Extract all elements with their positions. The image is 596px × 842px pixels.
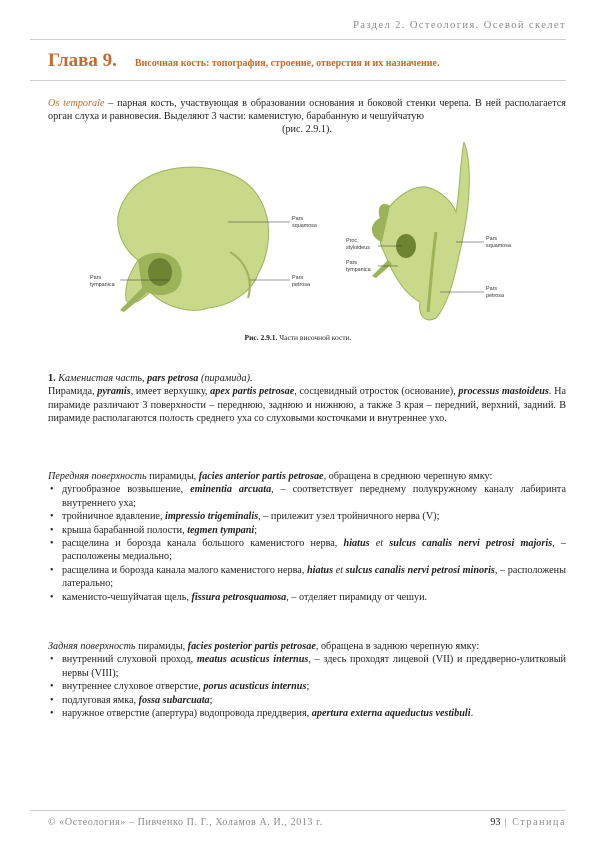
medial-view-bone [346,142,511,320]
intro-term: Os temporale [48,98,105,109]
label-pars-petrosa-right: Pars petrosa [486,286,504,299]
styloid-process-right [372,260,392,278]
list-item: • расщелина и борозда канала большого каменистого нерва, hiatus et sulcus canalis nervi petrosi majoris, – расположены медиально; [48,537,566,564]
list-item: • дугообразное возвышение, eminentia arcuata, – соответствует переднему полукружному каналу лабиринта внутреннего уха; [48,483,566,510]
anterior-list [48,483,566,604]
temporal-bone-illustration [80,142,516,324]
list-item: • крыша барабанной полости, tegmen tympani; [48,524,566,537]
lateral-view-bone [90,167,317,312]
intro-paragraph [48,97,566,136]
section-anterior-surface [48,470,566,604]
label-pars-tympanica-right: Pars tympanica [346,260,371,273]
list-item: • расщелина и борозда канала малого каменистого нерва, hiatus et sulcus canalis nervi petrosi minoris, – расположены латерально; [48,564,566,591]
page-footer [48,817,566,828]
list-item: • тройничное вдавление, impressio trigeminalis, – прилежит узел тройничного нерва (V); [48,510,566,523]
page-number: 93 | Страница [490,817,566,828]
chapter-number: Глава 9. [48,50,117,71]
header-rule [30,39,566,40]
running-header: Раздел 2. Остеология. Осевой скелет [353,20,566,31]
anterior-heading: Передняя поверхность пирамиды, facies anterior partis petrosae, обращена в среднюю черепную ямку: [48,471,493,482]
label-pars-squamosa-right: Pars squamosa [486,236,511,249]
chapter-heading [48,50,566,72]
intro-text: – парная кость, участвующая в образовании основания и боковой стенки черепа. В ней располагается орган слуха и равновесия. Выделяют 3 части: каменистую, барабанную и чешуйчатую [48,98,566,122]
medial-bone-shape [380,142,470,320]
label-pars-squamosa-left: Pars squamosa [292,216,317,229]
posterior-list [48,653,566,720]
posterior-heading: Задняя поверхность пирамиды, facies posterior partis petrosae, обращена в заднюю черепную ямку: [48,641,480,652]
list-item: • внутренний слуховой проход, meatus acusticus internus, – здесь проходят лицевой (VII) и преддверно-улитковый нервы (VIII); [48,653,566,680]
external-acoustic-meatus [148,258,172,286]
list-item: • каменисто-чешуйчатая щель, fissura petrosquamosa, – отделяет пирамиду от чешуи. [48,591,566,604]
label-pars-petrosa-left: Pars petrosa [292,275,310,288]
list-item: • наружное отверстие (апертура) водопровода преддверия, apertura externa aqueductus vestibuli. [48,707,566,720]
chapter-rule [30,80,566,81]
list-item: • внутреннее слуховое отверстие, porus acusticus internus; [48,680,566,693]
section-paragraph: Пирамида, pyramis, имеет верхушку, apex partis petrosae, сосцевидный отросток (основание), processus mastoideus. На пирамиде различают 3 поверхности – переднюю, заднюю и нижнюю, а также 3 края – передний, верхний, задний. В пирамиде располагаются полость среднего уха со слуховыми косточками и внутреннее ухо. [48,386,566,425]
temporal-bone-figure [80,142,516,324]
lateral-bone-shape [118,167,269,310]
caption-text: Части височной кости. [277,333,352,342]
footer-rule [30,810,566,811]
caption-number: Рис. 2.9.1. [244,333,278,342]
footer-copyright: © «Остеология» – Пивченко П. Г., Холамов А. И., 2013 г. [48,817,323,828]
list-item: • подлуговая ямка, fossa subarcuata; [48,694,566,707]
label-proc-styloideus: Proc. styloideus [346,238,370,251]
section-posterior-surface [48,640,566,720]
intro-figure-ref: (рис. 2.9.1). [282,124,332,135]
figure-caption [0,333,596,342]
section-heading: 1. Каменистая часть, pars petrosa (пирамида). [48,373,253,384]
label-pars-tympanica-left: Pars tympanica [90,275,115,288]
section-petrous-part [48,372,566,426]
chapter-title: Височная кость: топография, строение, отверстия и их назначение. [134,58,440,69]
